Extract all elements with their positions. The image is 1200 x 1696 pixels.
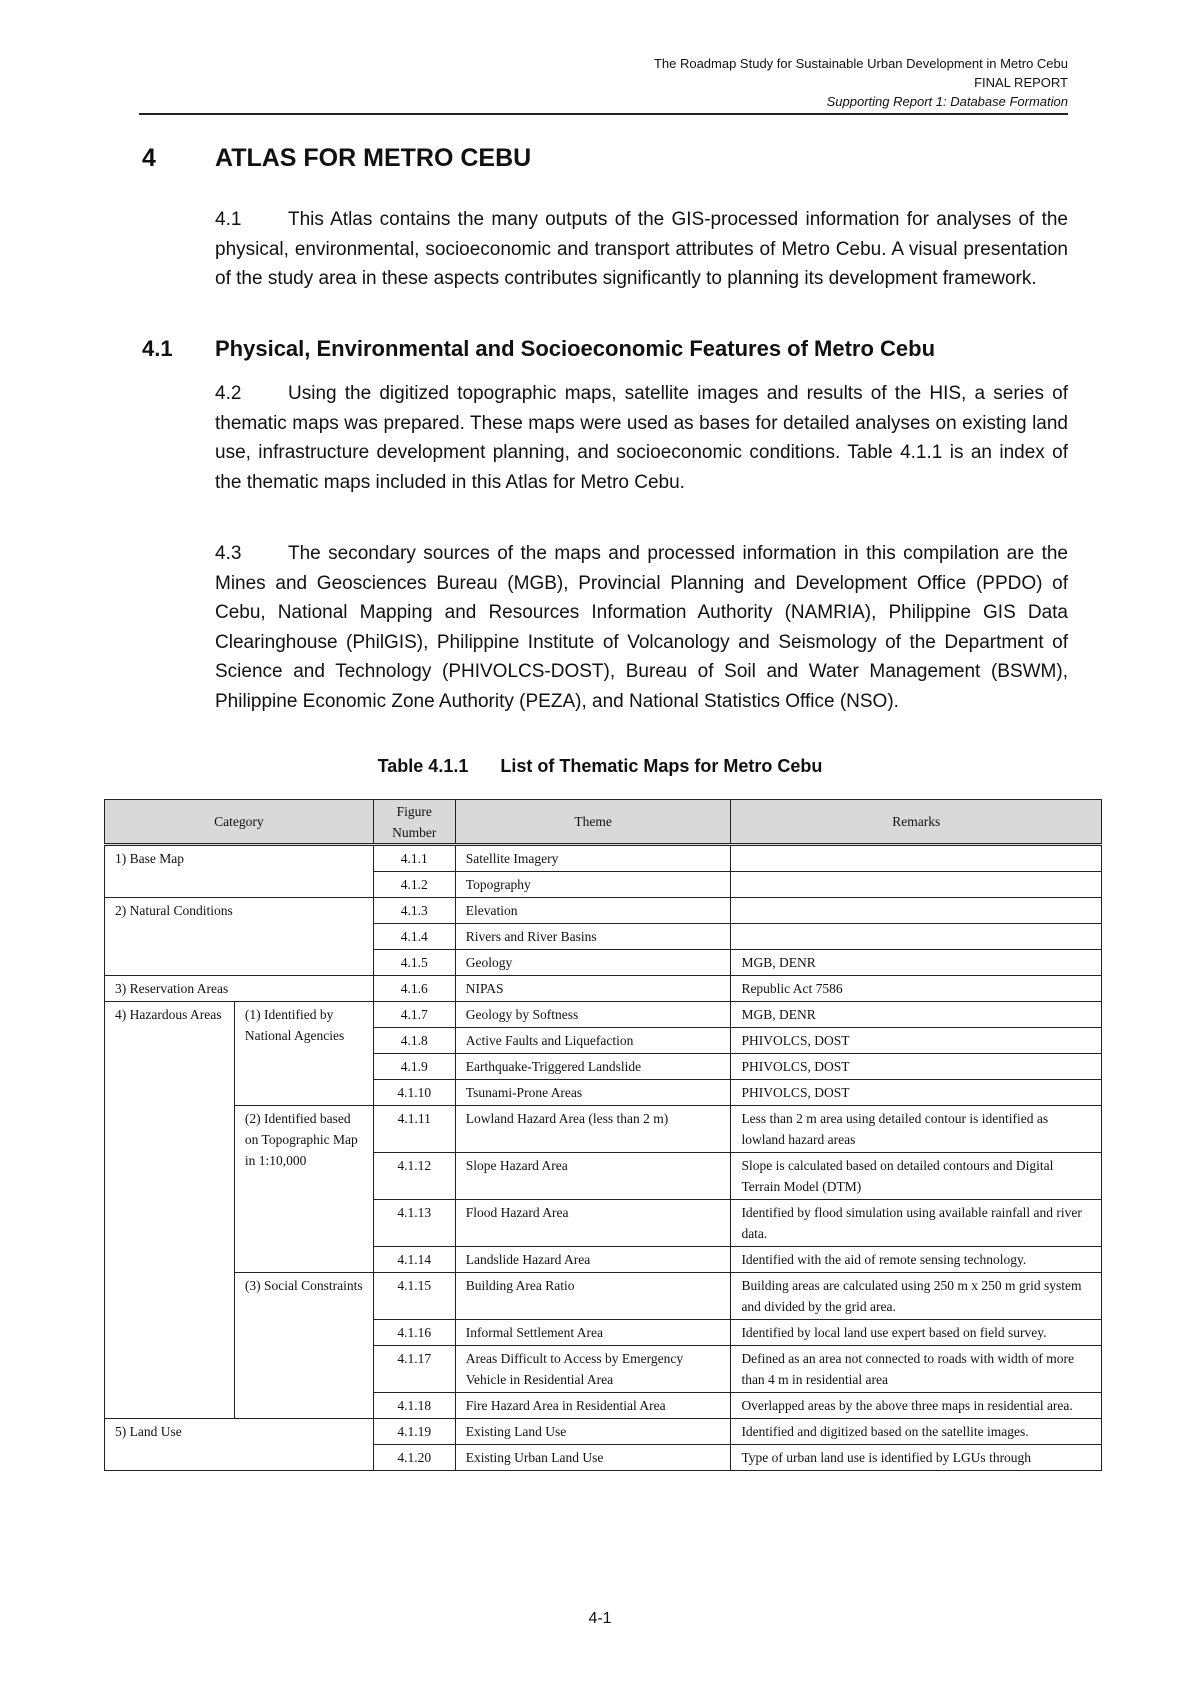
table-row — [105, 898, 1102, 924]
page-header — [654, 54, 1068, 111]
remarks-cell: PHIVOLCS, DOST — [731, 1054, 1102, 1080]
chapter-number: 4 — [142, 144, 156, 172]
remarks-cell: Type of urban land use is identified by LGUs through — [731, 1445, 1102, 1471]
header-remarks: Remarks — [731, 800, 1102, 845]
figure-number-cell: 4.1.10 — [373, 1080, 455, 1106]
figure-number-cell: 4.1.8 — [373, 1028, 455, 1054]
remarks-cell: Slope is calculated based on detailed contours and Digital Terrain Model (DTM) — [731, 1153, 1102, 1200]
thematic-maps-table — [104, 799, 1102, 1471]
remarks-cell: Defined as an area not connected to roads with width of more than 4 m in residential area — [731, 1346, 1102, 1393]
figure-number-cell: 4.1.1 — [373, 845, 455, 872]
theme-cell: Tsunami-Prone Areas — [455, 1080, 731, 1106]
theme-cell: Slope Hazard Area — [455, 1153, 731, 1200]
theme-cell: Existing Land Use — [455, 1419, 731, 1445]
subcategory-cell: (3) Social Constraints — [234, 1273, 373, 1419]
remarks-cell: Less than 2 m area using detailed contour is identified as lowland hazard areas — [731, 1106, 1102, 1153]
theme-cell: Informal Settlement Area — [455, 1320, 731, 1346]
paragraph-4-3 — [215, 539, 1068, 716]
category-cell: 2) Natural Conditions — [105, 898, 374, 976]
remarks-cell: MGB, DENR — [731, 1002, 1102, 1028]
figure-number-cell: 4.1.13 — [373, 1200, 455, 1247]
table-row — [105, 1273, 1102, 1320]
theme-cell: Earthquake-Triggered Landslide — [455, 1054, 731, 1080]
section-number: 4.1 — [142, 336, 173, 361]
remarks-cell: PHIVOLCS, DOST — [731, 1028, 1102, 1054]
category-cell: 5) Land Use — [105, 1419, 374, 1471]
header-category: Category — [105, 800, 374, 845]
category-cell: 1) Base Map — [105, 845, 374, 898]
figure-number-cell: 4.1.11 — [373, 1106, 455, 1153]
header-figure-number: Figure Number — [373, 800, 455, 845]
theme-cell: Topography — [455, 872, 731, 898]
paragraph-number: 4.1 — [215, 209, 242, 230]
theme-cell: Active Faults and Liquefaction — [455, 1028, 731, 1054]
figure-number-cell: 4.1.17 — [373, 1346, 455, 1393]
table-row — [105, 1002, 1102, 1028]
table-caption-title: List of Thematic Maps for Metro Cebu — [500, 756, 823, 776]
paragraph-text: Using the digitized topographic maps, satellite images and results of the HIS, a series of thematic maps was prepared. These maps were used as bases for detailed analyses on existing land use, infrastructure development planning, and socioeconomic conditions. Table 4.1.1 is an index of the thematic maps included in this Atlas for Metro Cebu. — [215, 383, 1068, 493]
figure-number-cell: 4.1.16 — [373, 1320, 455, 1346]
remarks-cell — [731, 898, 1102, 924]
figure-number-cell: 4.1.14 — [373, 1247, 455, 1273]
category-cell: 3) Reservation Areas — [105, 976, 374, 1002]
theme-cell: Satellite Imagery — [455, 845, 731, 872]
figure-number-cell: 4.1.2 — [373, 872, 455, 898]
remarks-cell: MGB, DENR — [731, 950, 1102, 976]
section-title: Physical, Environmental and Socioeconomic Features of Metro Cebu — [215, 336, 936, 361]
chapter-heading — [142, 144, 1068, 173]
remarks-cell: PHIVOLCS, DOST — [731, 1080, 1102, 1106]
header-theme: Theme — [455, 800, 731, 845]
paragraph-text: This Atlas contains the many outputs of the GIS-processed information for analyses of the physical, environmental, socioeconomic and transport attributes of Metro Cebu. A visual presentation of the study area in these aspects contributes significantly to planning its development framework. — [215, 209, 1068, 289]
category-cell: 4) Hazardous Areas — [105, 1002, 235, 1419]
remarks-cell: Overlapped areas by the above three maps in residential area. — [731, 1393, 1102, 1419]
table-header-row — [105, 800, 1102, 845]
theme-cell: Existing Urban Land Use — [455, 1445, 731, 1471]
theme-cell: NIPAS — [455, 976, 731, 1002]
theme-cell: Rivers and River Basins — [455, 924, 731, 950]
theme-cell: Elevation — [455, 898, 731, 924]
remarks-cell: Identified with the aid of remote sensing technology. — [731, 1247, 1102, 1273]
subcategory-cell: (1) Identified by National Agencies — [234, 1002, 373, 1106]
section-heading — [142, 336, 1068, 362]
figure-number-cell: 4.1.15 — [373, 1273, 455, 1320]
remarks-cell — [731, 872, 1102, 898]
theme-cell: Building Area Ratio — [455, 1273, 731, 1320]
theme-cell: Geology — [455, 950, 731, 976]
figure-number-cell: 4.1.3 — [373, 898, 455, 924]
paragraph-number: 4.2 — [215, 383, 242, 404]
chapter-title: ATLAS FOR METRO CEBU — [215, 144, 532, 172]
header-report-type: FINAL REPORT — [974, 75, 1068, 90]
table-row — [105, 1106, 1102, 1153]
table-row — [105, 976, 1102, 1002]
figure-number-cell: 4.1.7 — [373, 1002, 455, 1028]
figure-number-cell: 4.1.18 — [373, 1393, 455, 1419]
subcategory-cell: (2) Identified based on Topographic Map in 1:10,000 — [234, 1106, 373, 1273]
remarks-cell: Building areas are calculated using 250 m x 250 m grid system and divided by the grid area. — [731, 1273, 1102, 1320]
page-number: 4-1 — [588, 1610, 612, 1627]
paragraph-text: The secondary sources of the maps and processed information in this compilation are the Mines and Geosciences Bureau (MGB), Provincial Planning and Development Office (PPDO) of Cebu, National Mapping and Resources Information Authority (NAMRIA), Philippine GIS Data Clearinghouse (PhilGIS), Philippine Institute of Volcanology and Seismology of the Department of Science and Technology (PHIVOLCS-DOST), Bureau of Soil and Water Management (BSWM), Philippine Economic Zone Authority (PEZA), and National Statistics Office (NSO). — [215, 543, 1068, 712]
table-caption-number: Table 4.1.1 — [377, 756, 469, 776]
figure-number-cell: 4.1.9 — [373, 1054, 455, 1080]
remarks-cell: Identified by local land use expert based on field survey. — [731, 1320, 1102, 1346]
table-caption — [0, 756, 1200, 777]
table-row — [105, 1419, 1102, 1445]
theme-cell: Landslide Hazard Area — [455, 1247, 731, 1273]
figure-number-cell: 4.1.5 — [373, 950, 455, 976]
remarks-cell — [731, 845, 1102, 872]
theme-cell: Flood Hazard Area — [455, 1200, 731, 1247]
theme-cell: Fire Hazard Area in Residential Area — [455, 1393, 731, 1419]
theme-cell: Geology by Softness — [455, 1002, 731, 1028]
paragraph-4-2 — [215, 379, 1068, 497]
header-supporting-report: Supporting Report 1: Database Formation — [826, 94, 1068, 109]
figure-number-cell: 4.1.6 — [373, 976, 455, 1002]
paragraph-4-1 — [215, 205, 1068, 294]
remarks-cell: Identified by flood simulation using available rainfall and river data. — [731, 1200, 1102, 1247]
theme-cell: Lowland Hazard Area (less than 2 m) — [455, 1106, 731, 1153]
table-row — [105, 845, 1102, 872]
figure-number-cell: 4.1.4 — [373, 924, 455, 950]
figure-number-cell: 4.1.12 — [373, 1153, 455, 1200]
remarks-cell: Identified and digitized based on the satellite images. — [731, 1419, 1102, 1445]
figure-number-cell: 4.1.20 — [373, 1445, 455, 1471]
remarks-cell: Republic Act 7586 — [731, 976, 1102, 1002]
figure-number-cell: 4.1.19 — [373, 1419, 455, 1445]
paragraph-number: 4.3 — [215, 543, 242, 564]
theme-cell: Areas Difficult to Access by Emergency Vehicle in Residential Area — [455, 1346, 731, 1393]
header-report-title: The Roadmap Study for Sustainable Urban Development in Metro Cebu — [653, 56, 1068, 71]
remarks-cell — [731, 924, 1102, 950]
header-divider — [139, 113, 1068, 115]
